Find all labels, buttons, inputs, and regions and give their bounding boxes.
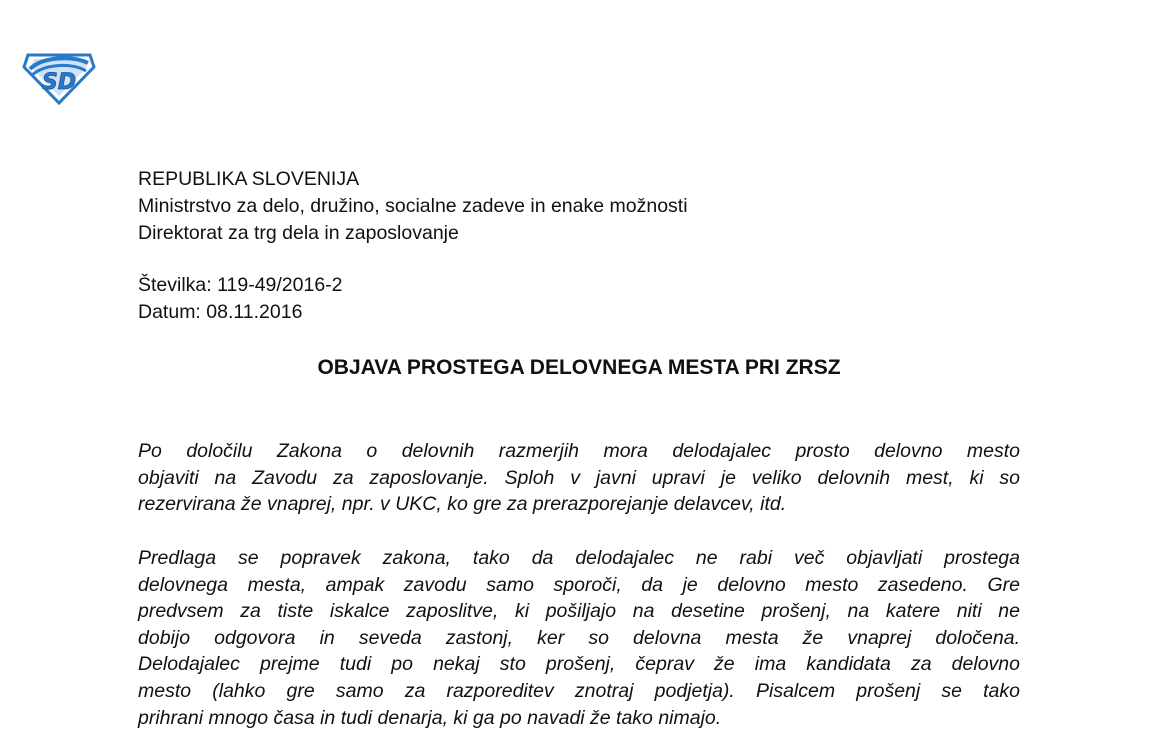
- ministry-line: Ministrstvo za delo, družino, socialne zadeve in enake možnosti: [138, 195, 688, 217]
- paragraph-line: rezervirana že vnaprej, npr. v UKC, ko gre za prerazporejanje delavcev, itd.: [138, 493, 787, 516]
- document-number: Številka: 119-49/2016-2: [138, 274, 343, 296]
- paragraph-line: dobijo odgovora in seveda zastonj, ker so delovna mesta že vnaprej določena.: [138, 626, 1020, 649]
- shield-logo-icon: [22, 49, 96, 105]
- paragraph-line: Po določilu Zakona o delovnih razmerjih mora delodajalec prosto delovno mesto: [138, 440, 1020, 462]
- logo: [22, 49, 96, 105]
- document-title: OBJAVA PROSTEGA DELOVNEGA MESTA PRI ZRSZ: [317, 356, 841, 379]
- document-date: Datum: 08.11.2016: [138, 301, 303, 323]
- paragraph-line: Delodajalec prejme tudi po nekaj sto prošenj, čeprav že ima kandidata za delovno: [138, 653, 1020, 676]
- directorate-line: Direktorat za trg dela in zaposlovanje: [138, 222, 459, 244]
- logo-lettering: SD: [42, 70, 77, 95]
- paragraph-line: prihrani mnogo časa in tudi denarja, ki ga po navadi že tako nimajo.: [138, 706, 722, 729]
- document-meta: [138, 272, 343, 326]
- paragraph-line: mesto (lahko gre samo za razporeditev znotraj podjetja). Pisalcem prošenj se tako: [138, 679, 1020, 702]
- paragraph-line: delovnega mesta, ampak zavodu samo sporoči, da je delovno mesto zasedeno. Gre: [138, 573, 1020, 596]
- paragraph-line: predvsem za tiste iskalce zaposlitve, ki pošiljajo na desetine prošenj, na katere niti ne: [138, 600, 1020, 623]
- country-line: REPUBLIKA SLOVENIJA: [138, 168, 360, 190]
- paragraph-1: [138, 438, 1020, 518]
- issuer-header: [138, 166, 688, 247]
- paragraph-2: [138, 545, 1020, 731]
- paragraph-line: Predlaga se popravek zakona, tako da delodajalec ne rabi več objavljati prostega: [138, 547, 1020, 569]
- paragraph-line: objaviti na Zavodu za zaposlovanje. Sploh v javni upravi je veliko delovnih mest, ki so: [138, 466, 1020, 489]
